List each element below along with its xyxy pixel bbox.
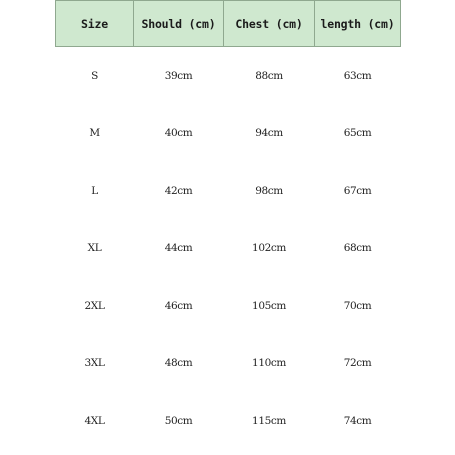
header-length: length (cm) bbox=[315, 1, 401, 47]
header-size: Size bbox=[56, 1, 134, 47]
cell-length: 63cm bbox=[343, 69, 372, 82]
size-chart-table bbox=[55, 0, 401, 450]
table-row bbox=[56, 220, 401, 278]
cell-shoulder: 40cm bbox=[164, 127, 193, 140]
cell-chest: 110cm bbox=[252, 357, 286, 370]
cell-size: S bbox=[91, 69, 98, 82]
cell-size: M bbox=[89, 127, 100, 140]
table-row bbox=[56, 335, 401, 393]
table-header bbox=[56, 1, 401, 47]
table-row bbox=[56, 47, 401, 105]
cell-length: 74cm bbox=[343, 414, 372, 427]
cell-shoulder: 50cm bbox=[164, 414, 193, 427]
cell-size: L bbox=[91, 184, 98, 197]
cell-shoulder: 39cm bbox=[164, 69, 193, 82]
table-row bbox=[56, 392, 401, 450]
cell-size: 2XL bbox=[84, 299, 105, 312]
cell-size: 4XL bbox=[84, 414, 105, 427]
cell-chest: 94cm bbox=[255, 127, 283, 140]
cell-chest: 98cm bbox=[255, 184, 283, 197]
cell-shoulder: 48cm bbox=[164, 357, 193, 370]
cell-size: XL bbox=[87, 242, 102, 255]
table-row bbox=[56, 105, 401, 163]
cell-length: 70cm bbox=[343, 299, 372, 312]
table-row bbox=[56, 162, 401, 220]
cell-length: 68cm bbox=[343, 242, 372, 255]
header-row bbox=[56, 1, 401, 47]
cell-chest: 88cm bbox=[255, 69, 283, 82]
cell-length: 72cm bbox=[343, 357, 372, 370]
cell-shoulder: 44cm bbox=[164, 242, 193, 255]
cell-size: 3XL bbox=[84, 357, 105, 370]
cell-chest: 105cm bbox=[252, 299, 286, 312]
table-row bbox=[56, 277, 401, 335]
cell-length: 65cm bbox=[343, 127, 372, 140]
cell-chest: 102cm bbox=[252, 242, 286, 255]
header-shoulder: Should (cm) bbox=[134, 1, 224, 47]
cell-length: 67cm bbox=[343, 184, 372, 197]
cell-shoulder: 46cm bbox=[164, 299, 193, 312]
cell-shoulder: 42cm bbox=[164, 184, 193, 197]
cell-chest: 115cm bbox=[252, 414, 286, 427]
header-chest: Chest (cm) bbox=[224, 1, 315, 47]
table-body bbox=[56, 47, 401, 450]
